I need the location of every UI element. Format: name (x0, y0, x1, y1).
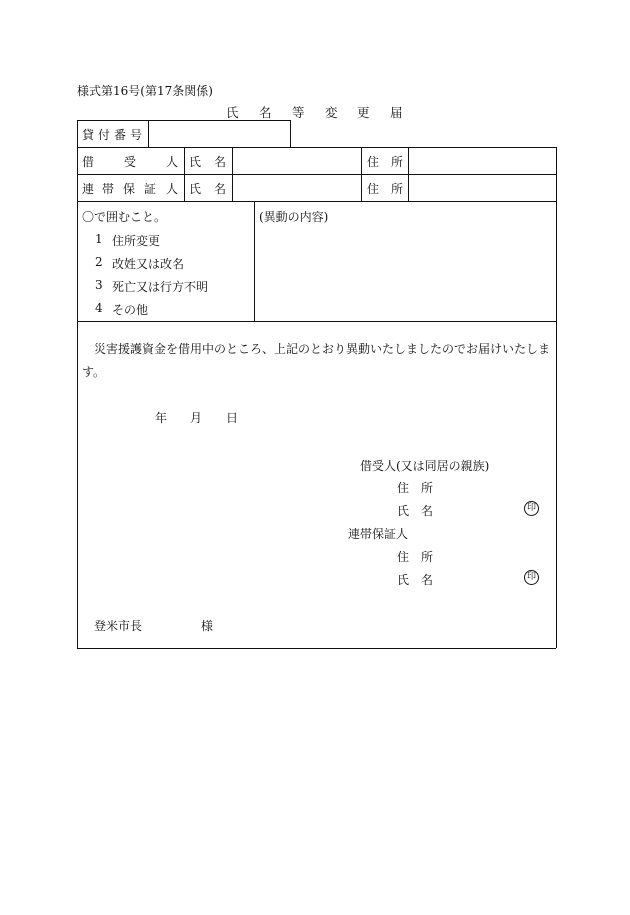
loan-number-label-3: 番 (114, 128, 127, 142)
option-death-missing[interactable]: 死亡又は行方不明 (112, 280, 209, 294)
statement-line-2: す。 (82, 365, 106, 379)
guarantor-seal-mark: 印 (524, 570, 539, 585)
addressee-name: 登米市長 (94, 619, 143, 633)
guarantor-address-field[interactable] (410, 176, 554, 199)
loan-number-field[interactable] (150, 122, 288, 145)
date-month: 月 (190, 411, 203, 425)
borrower-signature-label: 借受人(又は同居の親族) (360, 459, 490, 473)
loan-number-label-2: 付 (98, 128, 111, 142)
option-name-change[interactable]: 改姓又は改名 (112, 257, 185, 271)
addressee-honorific: 様 (201, 619, 214, 633)
guarantor-name-field[interactable] (234, 176, 359, 199)
form-number: 様式第16号(第17条関係) (77, 84, 213, 98)
loan-number-label-1: 貸 (82, 128, 95, 142)
options-instruction: 〇で囲むこと。 (82, 210, 167, 224)
option-address-change[interactable]: 住所変更 (112, 234, 161, 248)
option-number-2: 2 (95, 255, 103, 269)
change-details-field[interactable] (258, 226, 552, 318)
borrower-name-field[interactable] (234, 149, 359, 172)
date-year: 年 (155, 411, 168, 425)
statement-line-1: 災害援護資金を借用中のところ、上記のとおり異動いたしましたのでお届けいたしま (94, 342, 551, 356)
option-number-3: 3 (95, 278, 103, 292)
guarantor-signature-label: 連帯保証人 (348, 527, 409, 541)
option-number-4: 4 (95, 301, 103, 315)
borrower-address-field[interactable] (410, 149, 554, 172)
option-other[interactable]: その他 (112, 303, 149, 317)
change-details-label: (異動の内容) (259, 210, 329, 224)
loan-number-label-4: 号 (130, 128, 143, 142)
form-title: 氏 名 等 変 更 届 (226, 105, 403, 120)
option-number-1: 1 (95, 232, 103, 246)
date-day: 日 (226, 411, 239, 425)
borrower-seal-mark: 印 (524, 501, 539, 516)
